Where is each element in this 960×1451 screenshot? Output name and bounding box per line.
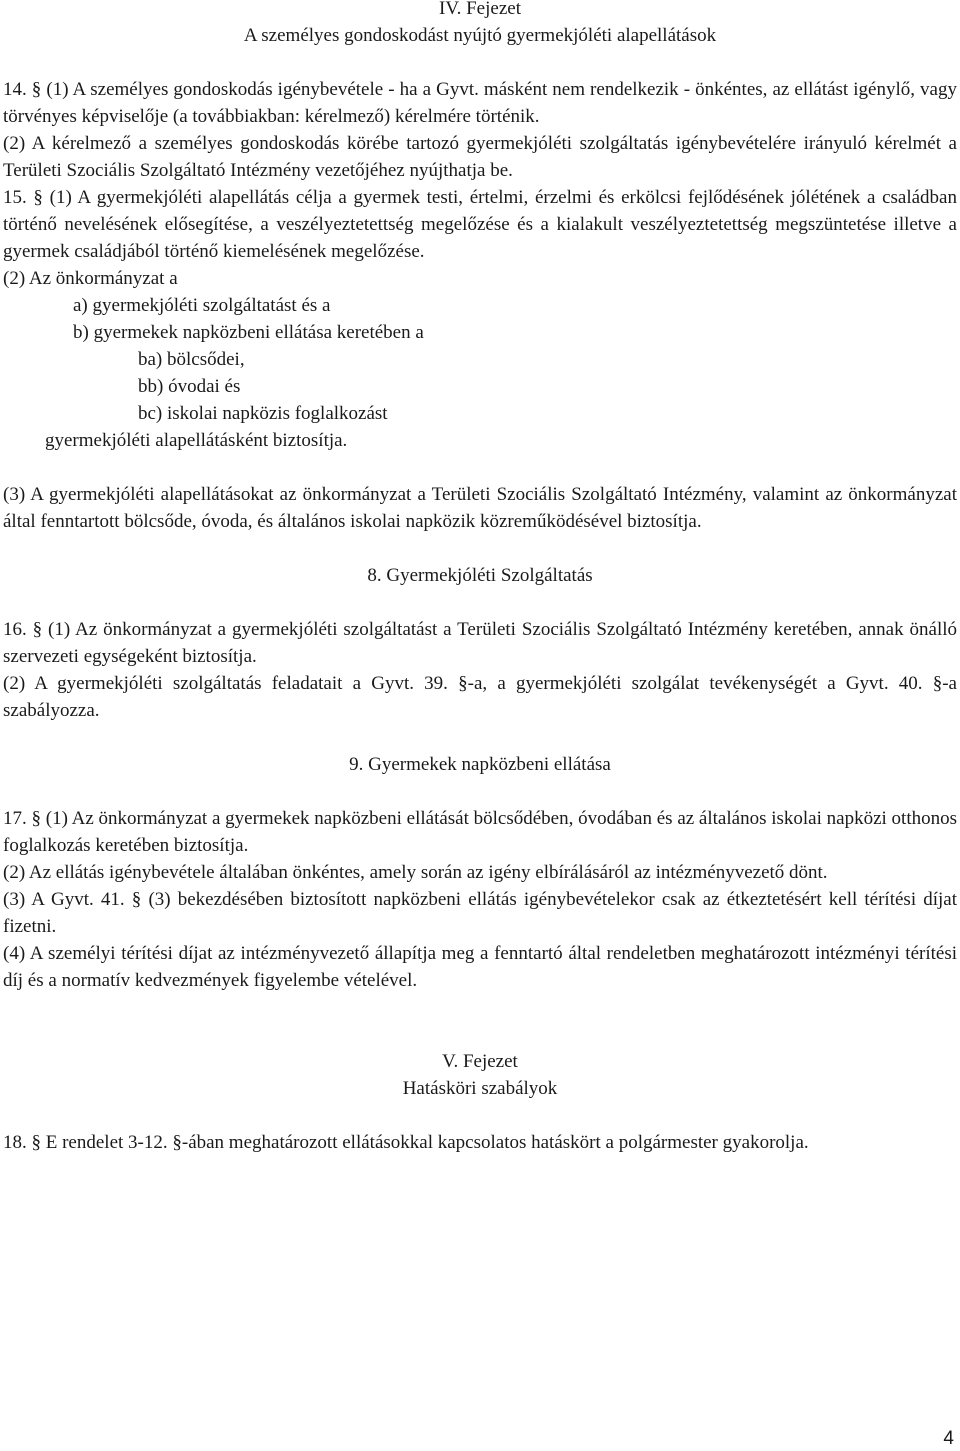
- page-number: 4: [943, 1428, 954, 1449]
- section-15-para-2-intro: (2) Az önkormányzat a: [3, 268, 178, 289]
- section-14-para-1: 14. § (1) A személyes gondoskodás igénybevétele - ha a Gyvt. másként nem rendelkezik - önkéntes, az ellátást igénylő, vagy törvényes képviselője (a továbbiakban: kérelmező) kérelmére történik.: [3, 79, 957, 127]
- heading-8: 8. Gyermekjóléti Szolgáltatás: [367, 565, 593, 586]
- section-15-item-ba: ba) bölcsődei,: [138, 349, 245, 370]
- section-15-para-3: (3) A gyermekjóléti alapellátásokat az önkormányzat a Területi Szociális Szolgáltató Intézmény, valamint az önkormányzat által fenntartott bölcsőde, óvoda, és általános iskolai napközik közreműködésével biztosítja.: [3, 484, 957, 532]
- section-15-item-bb: bb) óvodai és: [138, 376, 241, 397]
- chapter-4-number: IV. Fejezet: [439, 0, 521, 19]
- section-16-para-1: 16. § (1) Az önkormányzat a gyermekjóléti szolgáltatást a Területi Szociális Szolgáltató Intézmény keretében, annak önálló szervezeti egységeként biztosítja.: [3, 619, 957, 667]
- section-17-para-3: (3) A Gyvt. 41. § (3) bekezdésében biztosított napközbeni ellátás igénybevételekor csak az étkeztetésért kell térítési díjat fizetni.: [3, 889, 957, 937]
- section-15-item-a: a) gyermekjóléti szolgáltatást és a: [73, 295, 331, 316]
- heading-9: 9. Gyermekek napközbeni ellátása: [349, 754, 611, 775]
- section-15-item-bc: bc) iskolai napközis foglalkozást: [138, 403, 388, 424]
- chapter-4-title: A személyes gondoskodást nyújtó gyermekjóléti alapellátások: [243, 25, 717, 46]
- section-17-para-1: 17. § (1) Az önkormányzat a gyermekek napközbeni ellátását bölcsődében, óvodában és az általános iskolai napközi otthonos foglalkozás keretében biztosítja.: [3, 808, 957, 856]
- document-page: [3, 0, 957, 1156]
- section-17-para-4: (4) A személyi térítési díjat az intézményvezető állapítja meg a fenntartó által rendeletben meghatározott intézményi térítési díj és a normatív kedvezmények figyelembe vételével.: [3, 943, 957, 991]
- section-17-para-2: (2) Az ellátás igénybevétele általában önkéntes, amely során az igény elbírálásáról az intézményvezető dönt.: [3, 862, 828, 883]
- section-16-para-2: (2) A gyermekjóléti szolgáltatás feladatait a Gyvt. 39. §-a, a gyermekjóléti szolgálat tevékenységét a Gyvt. 40. §-a szabályozza.: [3, 673, 957, 721]
- chapter-5-number: V. Fejezet: [442, 1051, 518, 1072]
- section-18-para-1: 18. § E rendelet 3-12. §-ában meghatározott ellátásokkal kapcsolatos hatáskört a polgármester gyakorolja.: [3, 1132, 809, 1153]
- section-14-para-2: (2) A kérelmező a személyes gondoskodás körébe tartozó gyermekjóléti szolgáltatás igénybevételére irányuló kérelmét a Területi Szociális Szolgáltató Intézmény vezetőjéhez nyújthatja be.: [3, 133, 957, 181]
- section-15-item-b: b) gyermekek napközbeni ellátása keretében a: [73, 322, 424, 343]
- chapter-5-title: Hatásköri szabályok: [402, 1078, 558, 1099]
- section-15-para-1: 15. § (1) A gyermekjóléti alapellátás célja a gyermek testi, értelmi, érzelmi és erkölcsi fejlődésének jólétének a családban történő nevelésének elősegítése, a veszélyeztetettség megelőzése és a kialakult veszélyeztetettség megszüntetése illetve a gyermek családjából történő kiemelésének megelőzése.: [3, 187, 957, 262]
- section-15-para-2-outro: gyermekjóléti alapellátásként biztosítja.: [45, 430, 348, 451]
